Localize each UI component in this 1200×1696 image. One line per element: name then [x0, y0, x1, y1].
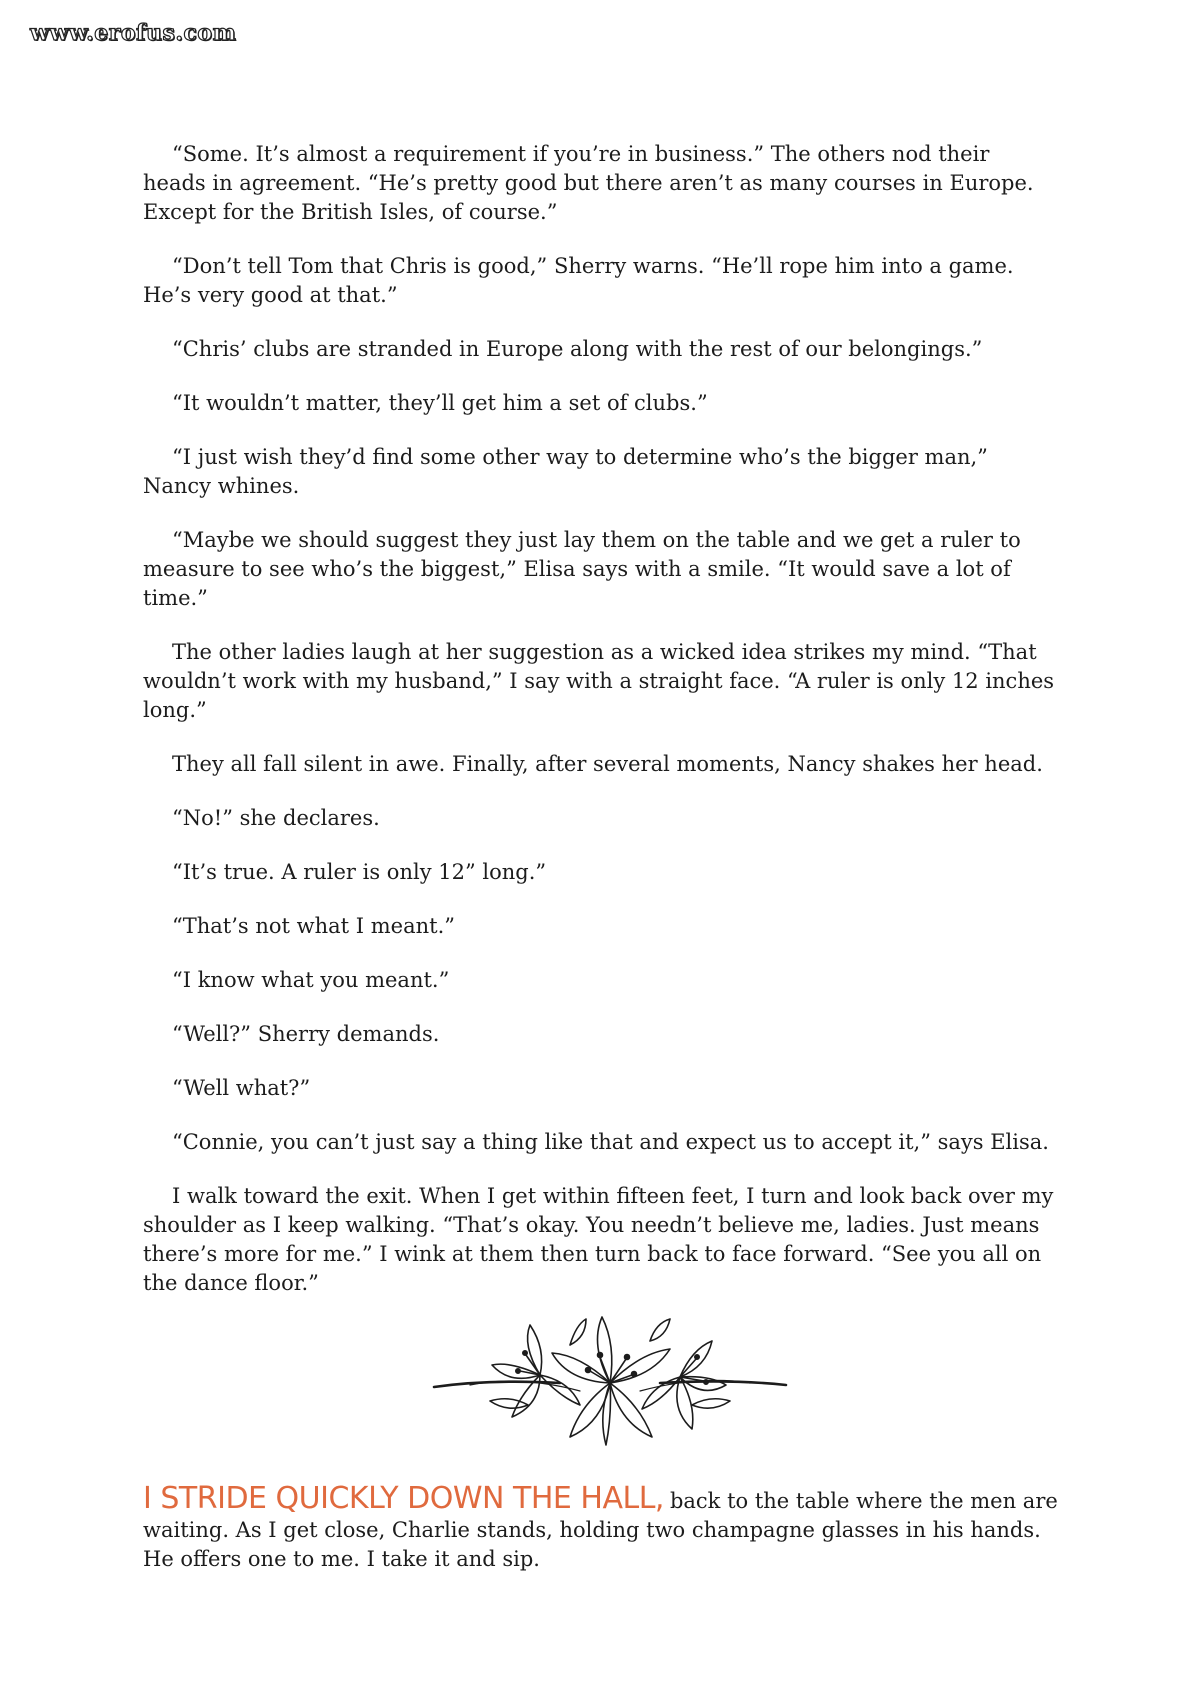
paragraph: “It’s true. A ruler is only 12” long.” [172, 860, 547, 884]
paragraph: “It wouldn’t matter, they’ll get him a set of clubs.” [172, 391, 708, 415]
paragraph: “That’s not what I meant.” [172, 914, 455, 938]
paragraph: “I just wish they’d find some other way to determine who’s the bigger man,” Nancy whines. [143, 445, 988, 498]
paragraph: They all fall silent in awe. Finally, after several moments, Nancy shakes her head. [172, 752, 1043, 776]
paragraph: “Don’t tell Tom that Chris is good,” Sherry warns. “He’ll rope him into a game. He’s very good at that.” [143, 254, 1014, 307]
page-body [143, 140, 1058, 1323]
paragraph: “Some. It’s almost a requirement if you’re in business.” The others nod their heads in agreement. “He’s pretty good but there aren’t as many courses in Europe. Except for the British Isles, of course.” [143, 142, 1034, 224]
section-lead-in: I STRIDE QUICKLY DOWN THE HALL, [143, 1481, 664, 1516]
section-opening-text: back to the table where the men are waiting. As I get close, Charlie stands, holding two champagne glasses in his hands. He offers one to me. I take it and sip. [143, 1489, 1058, 1571]
paragraph: The other ladies laugh at her suggestion as a wicked idea strikes my mind. “That wouldn’t work with my husband,” I say with a straight face. “A ruler is only 12 inches long.” [143, 640, 1055, 722]
paragraph: “I know what you meant.” [172, 968, 450, 992]
paragraph: “Well what?” [172, 1076, 311, 1100]
paragraph: “No!” she declares. [172, 806, 380, 830]
section-opening-paragraph [143, 1481, 1058, 1574]
lily-flower-divider-icon [430, 1305, 790, 1455]
paragraph: I walk toward the exit. When I get within fifteen feet, I turn and look back over my shoulder as I keep walking. “That’s okay. You needn’t believe me, ladies. Just means there’s more for me.” I wink at them then turn back to face forward. “See you all on the dance floor.” [143, 1184, 1054, 1295]
paragraph: “Chris’ clubs are stranded in Europe along with the rest of our belongings.” [172, 337, 983, 361]
paragraph: “Maybe we should suggest they just lay them on the table and we get a ruler to measure to see who’s the biggest,” Elisa says with a smile. “It would save a lot of time.” [143, 528, 1021, 610]
paragraph: “Well?” Sherry demands. [172, 1022, 440, 1046]
watermark: www.erofus.com [30, 20, 237, 46]
paragraph: “Connie, you can’t just say a thing like that and expect us to accept it,” says Elisa. [172, 1130, 1049, 1154]
